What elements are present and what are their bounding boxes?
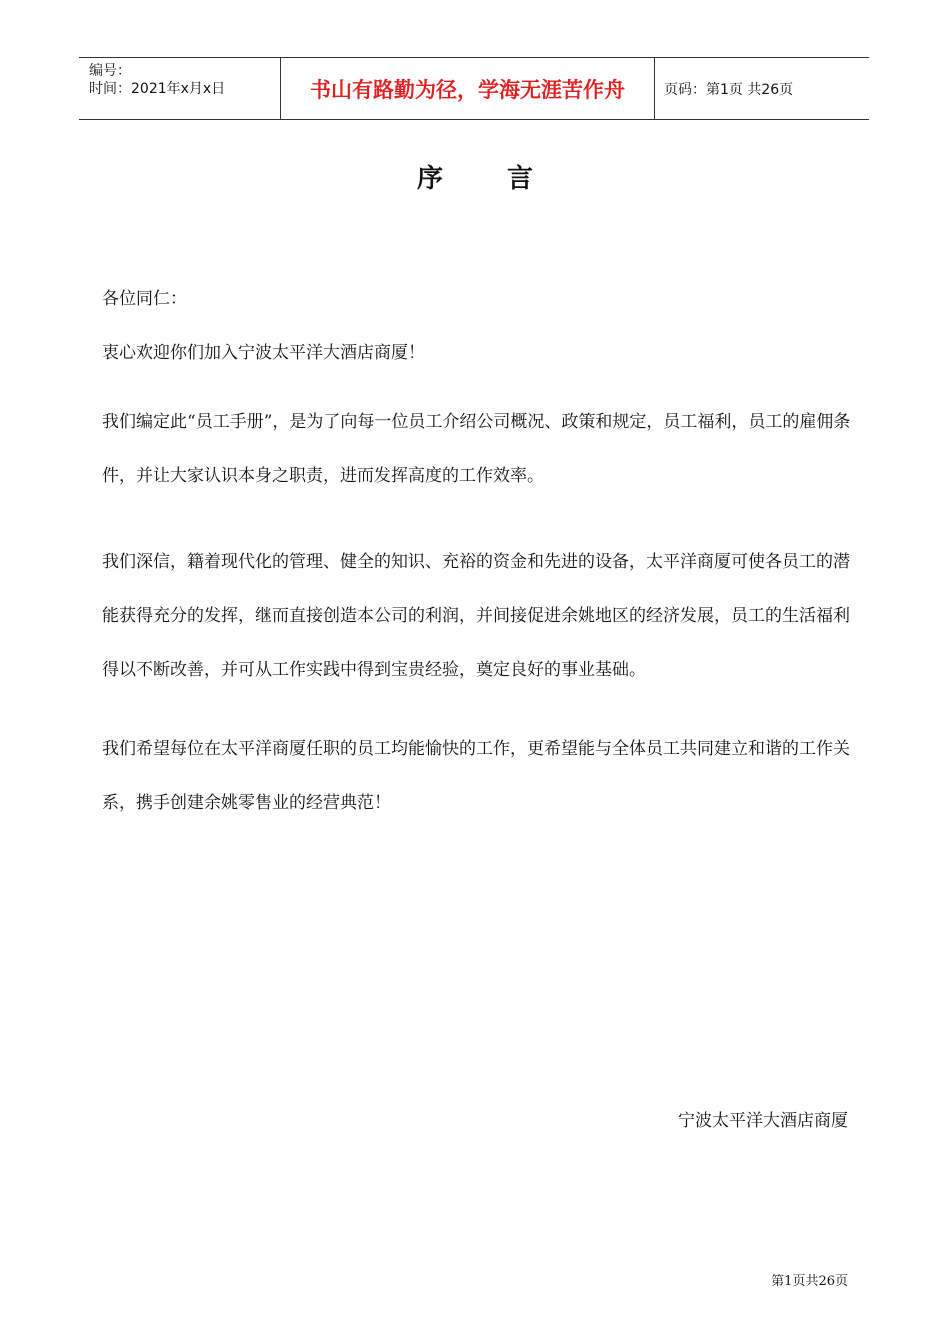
header-page-info: 页码：第1页 共26页	[664, 81, 794, 98]
signature: 宁波太平洋大酒店商厦	[678, 1111, 848, 1131]
paragraph: 我们深信，籍着现代化的管理、健全的知识、充裕的资金和先进的设备，太平洋商厦可使各员工的潜能获得充分的发挥，继而直接创造本公司的利润，并间接促进余姚地区的经济发展，员工的生活福利得以不断改善，并可从工作实践中得到宝贵经验，奠定良好的事业基础。	[102, 552, 850, 680]
document-code-label: 编号：	[89, 63, 131, 79]
page-footer: 第1页共26页	[771, 1274, 848, 1289]
greeting: 各位同仁：	[102, 289, 187, 309]
paragraph: 我们编定此“员工手册”，是为了向每一位员工介绍公司概况、政策和规定，员工福利，员工的雇佣条件，并让大家认识本身之职责，进而发挥高度的工作效率。	[102, 412, 851, 486]
document-date-label: 时间：2021年x月x日	[89, 81, 226, 97]
welcome-line: 衷心欢迎你们加入宁波太平洋大酒店商厦！	[102, 343, 425, 363]
paragraph: 我们希望每位在太平洋商厦任职的员工均能愉快的工作，更希望能与全体员工共同建立和谐的工作关系，携手创建余姚零售业的经营典范！	[102, 739, 850, 813]
header-meta	[79, 58, 281, 119]
document-title: 序言	[416, 164, 597, 194]
header-motto: 书山有路勤为径，学海无涯苦作舟	[281, 58, 655, 119]
page-header	[79, 57, 869, 120]
